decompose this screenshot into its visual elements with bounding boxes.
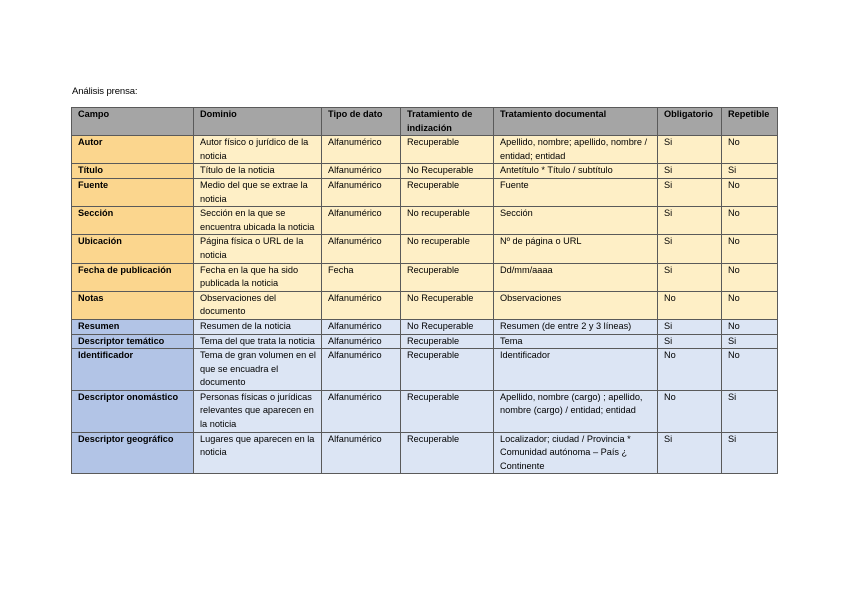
table-cell: Recuperable [401, 136, 494, 164]
row-label: Fuente [72, 178, 194, 206]
table-cell: Recuperable [401, 334, 494, 349]
table-cell: Personas físicas o jurídicas relevantes que aparecen en la noticia [194, 390, 322, 432]
table-cell: Recuperable [401, 390, 494, 432]
table-cell: Autor físico o jurídico de la noticia [194, 136, 322, 164]
table-row [72, 235, 778, 263]
table-cell: Sección [494, 207, 658, 235]
table-cell: Resumen de la noticia [194, 319, 322, 334]
table-cell: No recuperable [401, 207, 494, 235]
column-header: Tratamiento documental [494, 108, 658, 136]
page-title: Análisis prensa: [72, 86, 138, 97]
table-cell: Recuperable [401, 432, 494, 474]
row-label: Autor [72, 136, 194, 164]
table-cell: Tema del que trata la noticia [194, 334, 322, 349]
table-cell: Localizador; ciudad / Provincia * Comunidad autónoma – País ¿ Continente [494, 432, 658, 474]
table-row [72, 207, 778, 235]
column-header: Tipo de dato [322, 108, 401, 136]
table-cell: Si [722, 164, 778, 179]
table-row [72, 178, 778, 206]
table-cell: Alfanumérico [322, 319, 401, 334]
table-cell: Alfanumérico [322, 164, 401, 179]
table-cell: Recuperable [401, 263, 494, 291]
table-cell: Observaciones del documento [194, 291, 322, 319]
row-label: Descriptor onomástico [72, 390, 194, 432]
table-cell: Alfanumérico [322, 235, 401, 263]
table-cell: Si [658, 136, 722, 164]
row-label: Título [72, 164, 194, 179]
table-cell: Si [658, 432, 722, 474]
table-cell: Recuperable [401, 178, 494, 206]
column-header: Dominio [194, 108, 322, 136]
table-cell: Medio del que se extrae la noticia [194, 178, 322, 206]
table-cell: Tema de gran volumen en el que se encuadra el documento [194, 349, 322, 391]
table-row [72, 432, 778, 474]
table-cell: Identificador [494, 349, 658, 391]
table-cell: Resumen (de entre 2 y 3 líneas) [494, 319, 658, 334]
table-row [72, 291, 778, 319]
table-cell: No [722, 349, 778, 391]
table-cell: Nº de página o URL [494, 235, 658, 263]
table-cell: Antetítulo * Título / subtítulo [494, 164, 658, 179]
table-row [72, 136, 778, 164]
row-label: Resumen [72, 319, 194, 334]
table-cell: Dd/mm/aaaa [494, 263, 658, 291]
table-cell: Si [722, 390, 778, 432]
table-cell: No [722, 291, 778, 319]
table-cell: No Recuperable [401, 319, 494, 334]
table-row [72, 164, 778, 179]
table-row [72, 390, 778, 432]
table-cell: Lugares que aparecen en la noticia [194, 432, 322, 474]
table-cell: Página física o URL de la noticia [194, 235, 322, 263]
table-cell: No [658, 349, 722, 391]
column-header: Campo [72, 108, 194, 136]
table-row [72, 319, 778, 334]
table-cell: Tema [494, 334, 658, 349]
table-cell: Alfanumérico [322, 349, 401, 391]
table-cell: Apellido, nombre (cargo) ; apellido, nombre (cargo) / entidad; entidad [494, 390, 658, 432]
row-label: Sección [72, 207, 194, 235]
table-cell: No [658, 291, 722, 319]
table-cell: No Recuperable [401, 291, 494, 319]
row-label: Identificador [72, 349, 194, 391]
table-cell: Si [658, 235, 722, 263]
row-label: Descriptor temático [72, 334, 194, 349]
table-cell: Recuperable [401, 349, 494, 391]
table-cell: Si [658, 164, 722, 179]
table-cell: No [722, 235, 778, 263]
table-cell: Si [722, 432, 778, 474]
table-cell: Si [658, 178, 722, 206]
fields-table [71, 107, 778, 474]
table-cell: Fecha [322, 263, 401, 291]
table-cell: Sección en la que se encuentra ubicada la noticia [194, 207, 322, 235]
table-cell: Título de la noticia [194, 164, 322, 179]
table-cell: No [722, 319, 778, 334]
table-cell: No [722, 178, 778, 206]
header-row [72, 108, 778, 136]
table-cell: Alfanumérico [322, 432, 401, 474]
table-cell: Si [658, 263, 722, 291]
row-label: Notas [72, 291, 194, 319]
table-cell: Si [722, 334, 778, 349]
table-cell: Fuente [494, 178, 658, 206]
table-cell: Si [658, 207, 722, 235]
table-cell: Si [658, 334, 722, 349]
table-cell: No [722, 136, 778, 164]
table-cell: Observaciones [494, 291, 658, 319]
table-cell: Alfanumérico [322, 178, 401, 206]
table-cell: Si [658, 319, 722, 334]
column-header: Obligatorio [658, 108, 722, 136]
row-label: Ubicación [72, 235, 194, 263]
table-cell: No [722, 263, 778, 291]
table-cell: Alfanumérico [322, 136, 401, 164]
table-cell: No Recuperable [401, 164, 494, 179]
table-cell: Alfanumérico [322, 207, 401, 235]
table-row [72, 349, 778, 391]
row-label: Fecha de publicación [72, 263, 194, 291]
row-label: Descriptor geográfico [72, 432, 194, 474]
table-cell: Alfanumérico [322, 390, 401, 432]
table-cell: Alfanumérico [322, 291, 401, 319]
table-row [72, 334, 778, 349]
table-cell: Apellido, nombre; apellido, nombre / entidad; entidad [494, 136, 658, 164]
table-cell: No [722, 207, 778, 235]
column-header: Tratamiento de indización [401, 108, 494, 136]
table-cell: No [658, 390, 722, 432]
table-cell: Fecha en la que ha sido publicada la noticia [194, 263, 322, 291]
table-cell: Alfanumérico [322, 334, 401, 349]
table-cell: No recuperable [401, 235, 494, 263]
table-row [72, 263, 778, 291]
column-header: Repetible [722, 108, 778, 136]
